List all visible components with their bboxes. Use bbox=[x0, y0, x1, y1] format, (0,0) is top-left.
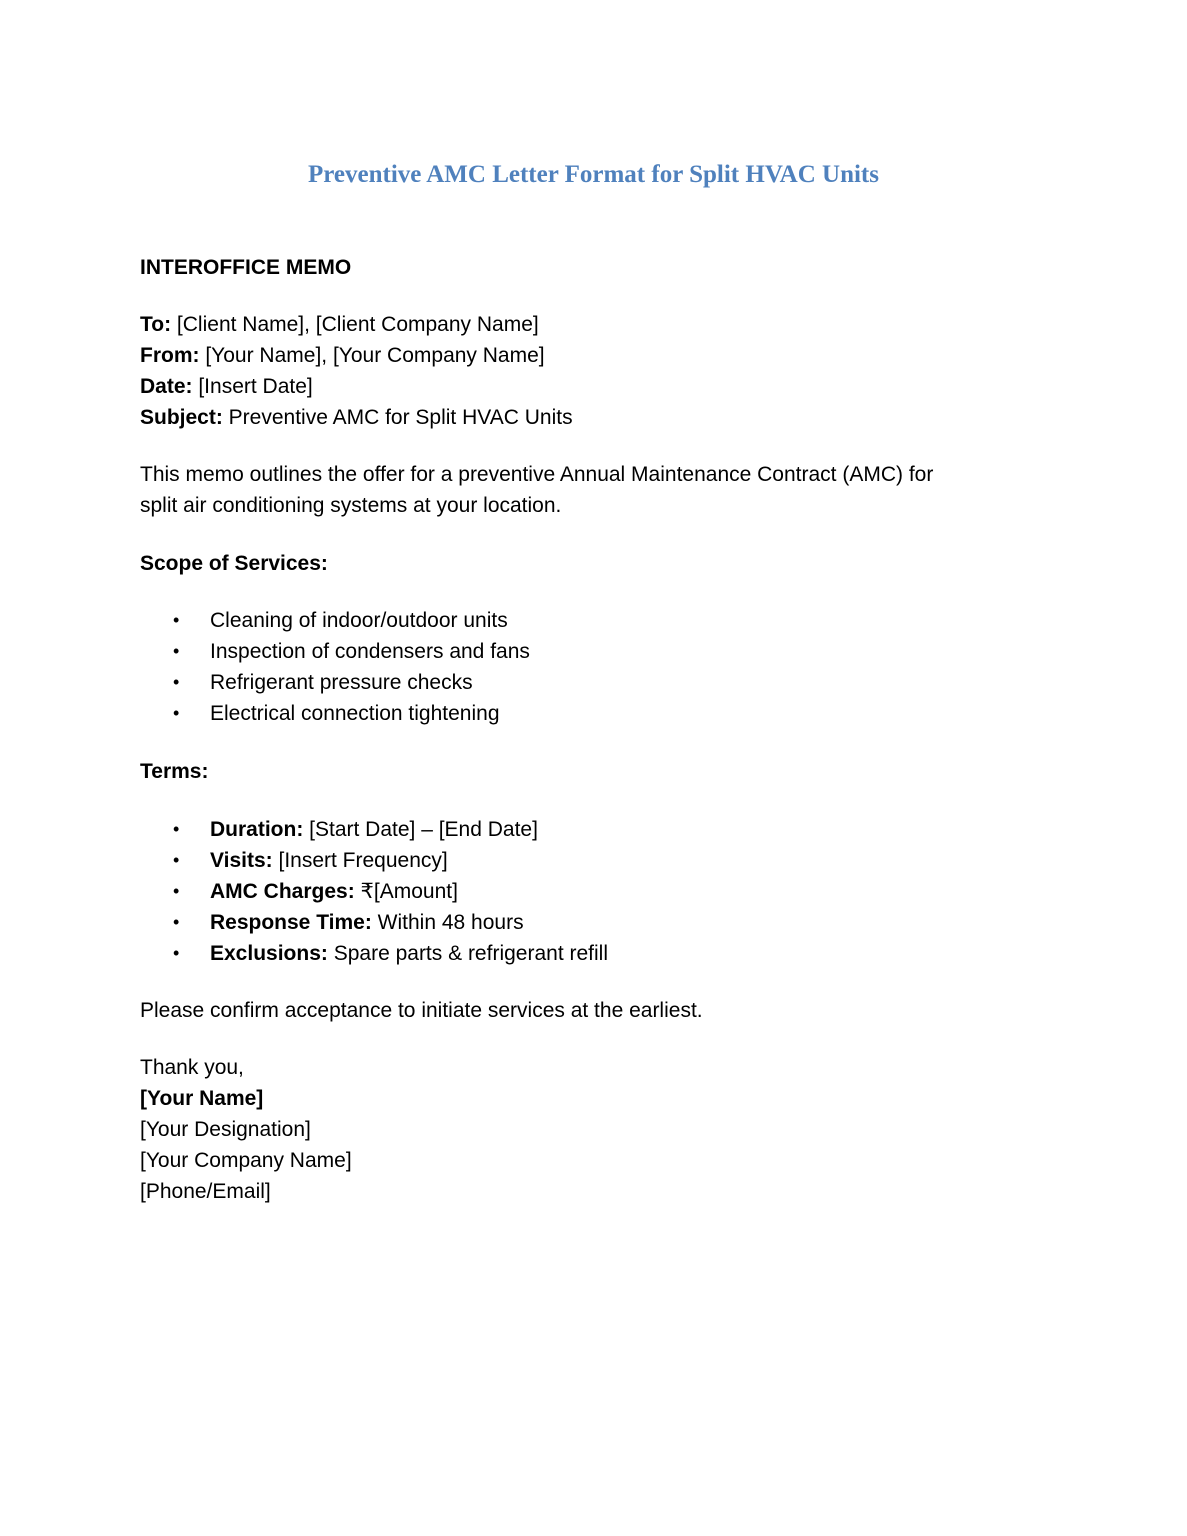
bullet-icon: • bbox=[173, 943, 180, 963]
signer-designation: [Your Designation] bbox=[140, 1118, 311, 1141]
to-value: [Client Name], [Client Company Name] bbox=[171, 313, 539, 336]
term-label: Response Time: bbox=[210, 911, 372, 934]
term-label: Visits: bbox=[210, 849, 273, 872]
term-value: [Insert Frequency] bbox=[272, 849, 448, 872]
term-label: AMC Charges: bbox=[210, 880, 355, 903]
memo-type-label: INTEROFFICE MEMO bbox=[140, 256, 352, 279]
intro-line: This memo outlines the offer for a preventive Annual Maintenance Contract (AMC) for bbox=[140, 463, 934, 486]
intro-paragraph bbox=[140, 459, 1040, 521]
bullet-icon: • bbox=[173, 672, 180, 692]
signer-company: [Your Company Name] bbox=[140, 1149, 352, 1172]
intro-line: split air conditioning systems at your location. bbox=[140, 494, 562, 517]
list-item bbox=[140, 636, 530, 667]
sign-off: Thank you, bbox=[140, 1056, 244, 1079]
term-value: Within 48 hours bbox=[371, 911, 524, 934]
list-item bbox=[140, 876, 608, 907]
bullet-icon: • bbox=[173, 881, 180, 901]
date-label: Date: bbox=[140, 375, 193, 398]
list-item bbox=[140, 938, 608, 969]
memo-header bbox=[140, 309, 1040, 433]
bullet-icon: • bbox=[173, 703, 180, 723]
signer-contact: [Phone/Email] bbox=[140, 1180, 271, 1203]
list-item bbox=[140, 667, 530, 698]
bullet-icon: • bbox=[173, 819, 180, 839]
document-title: Preventive AMC Letter Format for Split HVAC Units bbox=[308, 161, 879, 188]
header-to-row bbox=[140, 309, 1040, 340]
terms-heading: Terms: bbox=[140, 760, 209, 783]
term-value: [Start Date] – [End Date] bbox=[303, 818, 538, 841]
list-item bbox=[140, 605, 530, 636]
from-value: [Your Name], [Your Company Name] bbox=[199, 344, 545, 367]
scope-heading: Scope of Services: bbox=[140, 552, 328, 575]
scope-list bbox=[140, 605, 530, 729]
scope-item-text: Refrigerant pressure checks bbox=[210, 671, 473, 694]
subject-label: Subject: bbox=[140, 406, 223, 429]
from-label: From: bbox=[140, 344, 200, 367]
list-item bbox=[140, 698, 530, 729]
signature-block bbox=[140, 1052, 1040, 1207]
scope-item-text: Inspection of condensers and fans bbox=[210, 640, 530, 663]
term-label: Exclusions: bbox=[210, 942, 328, 965]
list-item bbox=[140, 907, 608, 938]
closing-paragraph: Please confirm acceptance to initiate services at the earliest. bbox=[140, 999, 703, 1022]
term-value: ₹[Amount] bbox=[354, 880, 458, 903]
date-value: [Insert Date] bbox=[192, 375, 313, 398]
bullet-icon: • bbox=[173, 912, 180, 932]
list-item bbox=[140, 845, 608, 876]
terms-list bbox=[140, 814, 608, 969]
list-item bbox=[140, 814, 608, 845]
to-label: To: bbox=[140, 313, 172, 336]
header-from-row bbox=[140, 340, 1040, 371]
scope-item-text: Electrical connection tightening bbox=[210, 702, 500, 725]
signer-name: [Your Name] bbox=[140, 1087, 264, 1110]
header-subject-row bbox=[140, 402, 1040, 433]
bullet-icon: • bbox=[173, 641, 180, 661]
scope-item-text: Cleaning of indoor/outdoor units bbox=[210, 609, 508, 632]
bullet-icon: • bbox=[173, 610, 180, 630]
term-value: Spare parts & refrigerant refill bbox=[327, 942, 608, 965]
bullet-icon: • bbox=[173, 850, 180, 870]
header-date-row bbox=[140, 371, 1040, 402]
term-label: Duration: bbox=[210, 818, 304, 841]
subject-value: Preventive AMC for Split HVAC Units bbox=[222, 406, 573, 429]
